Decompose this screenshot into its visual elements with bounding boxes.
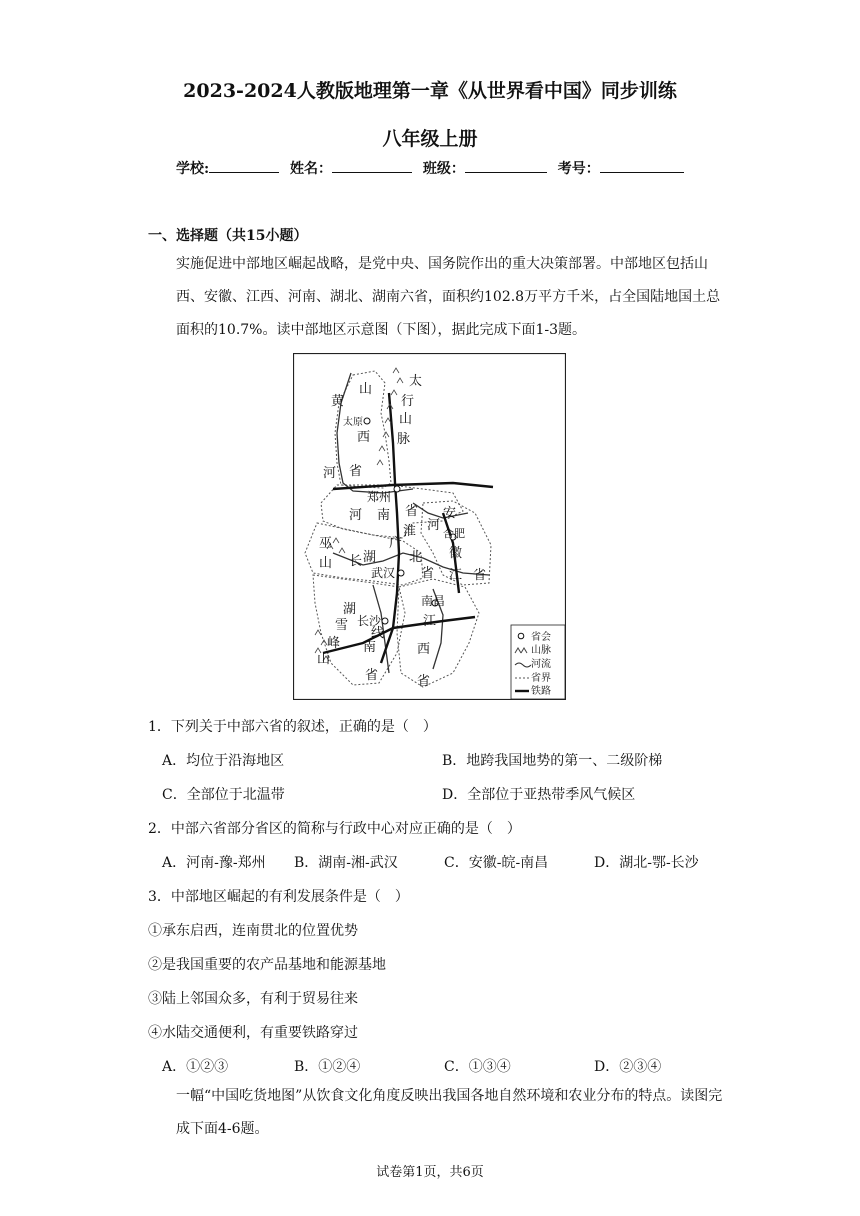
question-2-option-a[interactable]: A．河南-豫-郑州 (162, 855, 266, 871)
huaihe-label-1: 淮 (403, 524, 417, 539)
question-1-option-d[interactable]: D．全部位于亚热带季风气候区 (442, 787, 636, 803)
shanxi-label-1: 山 (359, 382, 373, 397)
intro-text-2: 一幅“中国吃货地图”从饮食文化角度反映出我国各地自然环境和农业分布的特点。读图完成下面4-6题。 (176, 1088, 723, 1137)
xian-label: 线 (371, 626, 385, 641)
school-label: 学校: (176, 161, 210, 177)
shanxi-label-3: 省 (349, 464, 363, 479)
question-3-statement-2: ②是我国重要的农产品基地和能源基地 (148, 957, 386, 973)
hunan-label-1: 湖 (343, 602, 357, 617)
anhui-label-1: 安 (443, 506, 457, 521)
exam-number-label: 考号： (557, 161, 600, 177)
document-subtitle: 八年级上册 (382, 128, 478, 150)
exam-number-blank (600, 158, 684, 173)
taiyuan-capital-marker (364, 418, 370, 424)
wushan-label-2: 山 (319, 556, 333, 571)
taiyuan-label: 太原 (343, 417, 363, 428)
question-2-option-c[interactable]: C．安徽-皖-南昌 (444, 855, 549, 871)
question-1-option-c[interactable]: C．全部位于北温带 (162, 787, 285, 803)
jiangxi-label-3: 省 (417, 674, 431, 689)
document-title: 2023-2024人教版地理第一章《从世界看中国》同步训练 (183, 80, 677, 102)
question-3-statement-3: ③陆上邻国众多，有利于贸易往来 (148, 991, 358, 1007)
henan-label-2: 南 (377, 508, 391, 523)
taihang-label-2: 行 (401, 394, 415, 409)
changjiang-label-2: 江 (449, 568, 463, 583)
taihang-label-3: 山 (399, 412, 413, 427)
map-legend (511, 625, 565, 699)
anhui-label-2: 徽 (449, 546, 463, 561)
hefei-label: 合肥 (443, 527, 465, 540)
question-3-option-c[interactable]: C．①③④ (444, 1059, 511, 1075)
guang-label: 广 (389, 536, 403, 551)
huaihe-label-2: 河 (427, 518, 441, 533)
wuhan-capital-marker (398, 570, 404, 576)
wushan-label-1: 巫 (319, 536, 333, 551)
hunan-label-2: 南 (363, 640, 377, 655)
hubei-label-1: 湖 (363, 550, 377, 565)
xuefeng-label-2: 峰 (327, 636, 341, 651)
changsha-label: 长沙 (357, 614, 382, 628)
question-3-option-b[interactable]: B．①②④ (294, 1059, 361, 1075)
section-heading: 一、选择题（共15小题） (148, 228, 308, 244)
hubei-label-3: 省 (421, 566, 435, 581)
zhengzhou-capital-marker (394, 486, 400, 492)
anhui-label-3: 省 (473, 568, 487, 583)
changsha-capital-marker (382, 618, 388, 624)
legend-railway-label: 铁路 (531, 686, 551, 697)
nanchang-label: 南昌 (421, 594, 446, 608)
legend-river-label: 河流 (531, 659, 551, 670)
intro-paragraph-2 (148, 1080, 730, 1146)
huanghe-label-2: 河 (323, 466, 337, 481)
henan-label-1: 河 (349, 508, 363, 523)
central-region-map (293, 353, 566, 700)
intro-paragraph-1 (148, 248, 730, 347)
hunan-label-3: 省 (365, 668, 379, 683)
question-2-option-d[interactable]: D．湖北-鄂-长沙 (594, 855, 699, 871)
wuhan-label: 武汉 (371, 566, 396, 580)
question-2-option-b[interactable]: B．湖南-湘-武汉 (294, 855, 398, 871)
question-3-option-d[interactable]: D．②③④ (594, 1059, 662, 1075)
jiangxi-label-1: 江 (423, 614, 437, 629)
legend-capital-icon (518, 633, 524, 639)
question-1-option-a[interactable]: A．均位于沿海地区 (162, 753, 285, 769)
question-1-option-b[interactable]: B．地跨我国地势的第一、二级阶梯 (442, 753, 663, 769)
shanxi-label-2: 西 (357, 430, 371, 445)
class-label: 班级： (422, 161, 465, 177)
taihang-label-1: 太 (409, 374, 423, 389)
school-blank (209, 158, 279, 173)
huanghe-label-1: 黄 (331, 394, 345, 409)
legend-border-label: 省界 (531, 673, 551, 684)
jiangxi-label-2: 西 (417, 642, 431, 657)
hubei-label-2: 北 (409, 550, 423, 565)
legend-capital-label: 省会 (531, 632, 551, 643)
intro-text-1: 实施促进中部地区崛起战略，是党中央、国务院作出的重大决策部署。中部地区包括山西、安徽、江西、河南、湖北、湖南六省，面积约102.8万平方千米，占全国陆地国土总面积的10.7%。读中部地区示意图（下图），据此完成下面1-3题。 (176, 256, 721, 338)
name-blank (332, 158, 412, 173)
class-blank (465, 158, 547, 173)
name-label: 姓名： (290, 161, 333, 177)
question-3-statement-1: ①承东启西，连南贯北的位置优势 (148, 923, 358, 939)
xuefeng-label-1: 雪 (335, 618, 349, 633)
question-3-option-a[interactable]: A．①②③ (162, 1059, 229, 1075)
legend-mountain-label: 山脉 (531, 645, 551, 656)
page-footer: 试卷第1页，共6页 (376, 1165, 484, 1180)
zhengzhou-label: 郑州 (367, 490, 392, 504)
changjiang-label-1: 长 (349, 554, 363, 569)
student-info-row (176, 158, 690, 178)
question-3-stem: 3．中部地区崛起的有利发展条件是（ ） (148, 889, 409, 905)
question-2-stem: 2．中部六省部分省区的简称与行政中心对应正确的是（ ） (148, 821, 521, 837)
xuefeng-label-3: 山 (317, 652, 331, 667)
question-3-statement-4: ④水陆交通便利，有重要铁路穿过 (148, 1025, 358, 1041)
question-1-stem: 1．下列关于中部六省的叙述，正确的是（ ） (148, 719, 437, 735)
taihang-label-4: 脉 (397, 432, 411, 447)
henan-label-3: 省 (405, 504, 419, 519)
